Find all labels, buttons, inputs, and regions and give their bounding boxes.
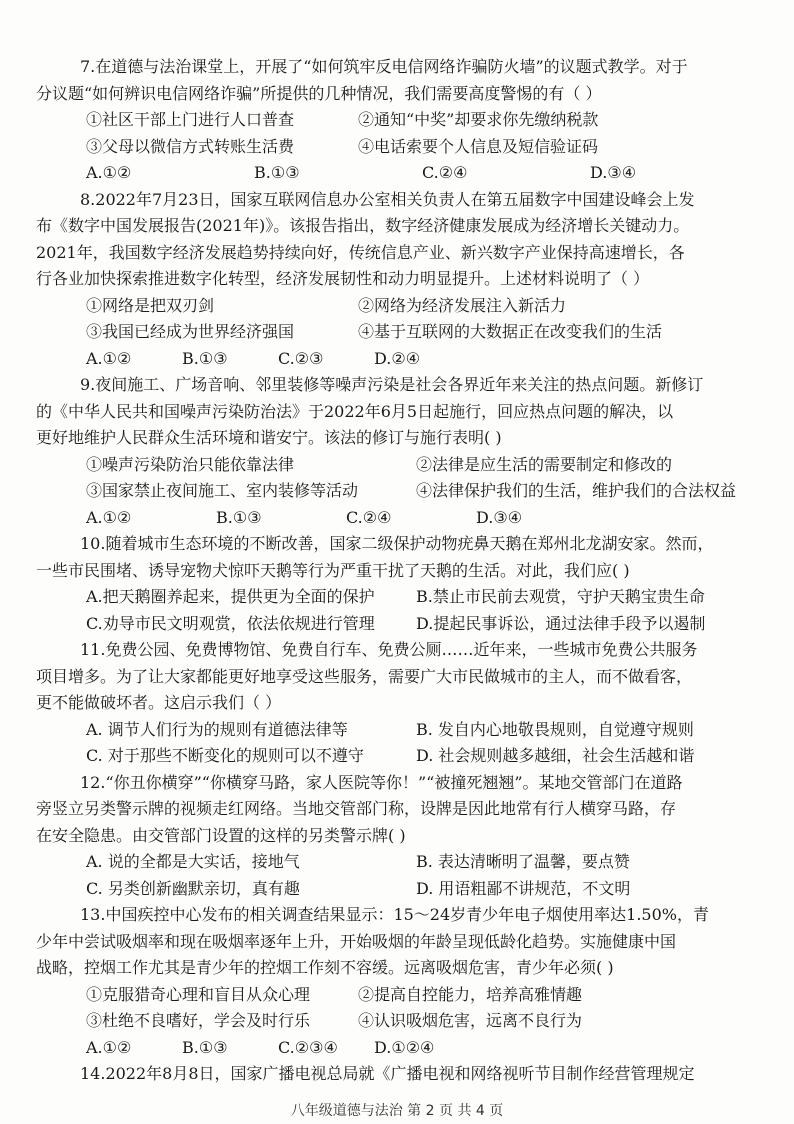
option-row: [36, 584, 758, 611]
question-stem-line: 10.随着城市生态环境的不断改善，国家二级保护动物疣鼻天鹅在郑州北龙湖安家。然而，: [80, 534, 714, 553]
question-stem-line: 8.2022年7月23日，国家互联网信息办公室相关负责人在第五届数字中国建设峰会上发: [80, 189, 695, 209]
answer-option: C.②④: [346, 507, 392, 527]
statement-item: ③国家禁止夜间施工、室内装修等活动: [86, 481, 359, 500]
answer-option: B.①③: [182, 348, 228, 368]
choice-row: [36, 452, 758, 479]
question-stem-line: 11.免费公园、免费博物馆、免费自行车、免费公厕……近年来，一些城市免费公共服务: [80, 640, 698, 659]
answer-option: A.①②: [86, 163, 132, 182]
question-stem-line: 12.“你丑你横穿”“你横穿马路，家人医院等你！”“被撞死翘翘”。某地交管部门在道路: [80, 772, 683, 792]
option-row: [36, 876, 758, 903]
answer-option: C. 对于那些不断变化的规则可以不遵守: [86, 746, 364, 765]
question-stem-line: 战略，控烟工作尤其是青少年的控烟工作刻不容缓。远离吸烟危害，青少年必须( ): [36, 958, 614, 977]
answer-option: A. 调节人们行为的规则有道德法律等: [86, 719, 348, 739]
answer-option: B.①③: [254, 163, 300, 182]
answer-option: C. 另类创新幽默亲切，真有趣: [86, 878, 300, 898]
statement-item: ②提高自控能力，培养高雅情趣: [358, 984, 583, 1004]
option-row: [36, 505, 758, 532]
answer-option: A.①②: [86, 348, 132, 368]
question-stem-line: 13.中国疾控中心发布的相关调查结果显示：15～24岁青少年电子烟使用率达1.50%，青: [80, 905, 709, 924]
question-stem-line: 项目增多。为了让大家都能更好地享受这些服务，需要广大市民做城市的主人，而不做看客，: [36, 666, 693, 686]
question-stem-line: 布《数字中国发展报告(2021年)》。该报告指出，数字经济健康发展成为经济增长关键动力。: [36, 216, 690, 235]
question-stem-line: 分议题“如何辨识电信网络诈骗”所提供的几种情况，我们需要高度警惕的有（ ）: [36, 83, 602, 103]
statement-item: ②法律是应生活的需要制定和修改的: [416, 454, 673, 474]
answer-option: B.①③: [182, 1037, 228, 1057]
option-row: [36, 1035, 758, 1062]
statement-item: ①网络是把双刃剑: [86, 295, 215, 315]
option-row: [36, 717, 758, 744]
statement-item: ④认识吸烟危害，远离不良行为: [358, 1011, 583, 1030]
statement-item: ②通知“中奖”却要求你先缴纳税款: [358, 110, 599, 129]
choice-row: [36, 319, 758, 346]
answer-option: B. 发自内心地敬畏规则，自觉遵守规则: [416, 719, 694, 739]
answer-option: C.②③④: [278, 1037, 338, 1057]
option-row: [36, 160, 758, 187]
answer-option: C.劝导市民文明观赏，依法依规进行管理: [86, 613, 375, 633]
statement-item: ①噪声污染防治只能依靠法律: [86, 454, 295, 474]
question-stem-line: 2021年，我国数字经济发展趋势持续向好，传统信息产业、新兴数字产业保持高速增长，各: [36, 242, 685, 262]
option-row: [36, 611, 758, 638]
statement-item: ①社区干部上门进行人口普查: [86, 110, 295, 129]
answer-option: D.提起民事诉讼，通过法律手段予以遏制: [416, 613, 706, 633]
choice-row: [36, 107, 758, 134]
question-stem-line: 少年中尝试吸烟率和现在吸烟率逐年上升，开始吸烟的年龄呈现低龄化趋势。实施健康中国: [36, 931, 677, 951]
answer-option: C.②③: [278, 348, 324, 368]
choice-row: [36, 293, 758, 320]
choice-row: [36, 1008, 758, 1035]
question-stem-line: 更好地维护人民群众生活环境和谐安宁。该法的修订与施行表明( ): [36, 428, 502, 447]
statement-item: ③杜绝不良嗜好，学会及时行乐: [86, 1011, 311, 1030]
question-stem-line: 14.2022年8月8日，国家广播电视总局就《广播电视和网络视听节目制作经营管理规定: [80, 1064, 695, 1083]
question-stem-line: 7.在道德与法治课堂上，开展了“如何筑牢反电信网络诈骗防火墙”的议题式教学。对于: [80, 57, 688, 76]
answer-option: B.①③: [216, 507, 262, 527]
question-11: [36, 637, 758, 770]
question-stem-line: 更不能做破坏者。这启示我们（ ）: [36, 693, 282, 712]
choice-row: [36, 478, 758, 505]
answer-option: D.③④: [476, 507, 523, 527]
statement-item: ④基于互联网的大数据正在改变我们的生活: [358, 322, 663, 341]
question-stem-line: 旁竖立另类警示牌的视频走红网络。当地交管部门称，设牌是因此地常有行人横穿马路，存: [36, 799, 677, 818]
question-8: [36, 187, 758, 373]
statement-item: ④法律保护我们的生活，维护我们的合法权益: [416, 481, 737, 500]
page-footer: 八年级道德与法治 第 2 页 共 4 页: [290, 1103, 504, 1119]
statement-item: ①克服猎奇心理和盲目从众心理: [86, 984, 311, 1004]
answer-option: B.禁止市民前去观赏，守护天鹅宝贵生命: [416, 587, 705, 606]
statement-item: ③我国已经成为世界经济强国: [86, 322, 295, 341]
answer-option: D.③④: [590, 163, 637, 182]
statement-item: ②网络为经济发展注入新活力: [358, 295, 567, 315]
question-10: [36, 531, 758, 637]
question-14: [36, 1061, 758, 1088]
answer-option: D.②④: [374, 348, 421, 368]
answer-option: A.①②: [86, 1037, 132, 1057]
question-7: [36, 54, 758, 187]
answer-option: A.把天鹅圈养起来，提供更为全面的保护: [86, 587, 375, 606]
question-stem-line: 行各业加快探索推进数字化转型，经济发展韧性和动力明显提升。上述材料说明了（ ）: [36, 269, 650, 288]
statement-item: ③父母以微信方式转账生活费: [86, 136, 295, 156]
choice-row: [36, 134, 758, 161]
option-row: [36, 849, 758, 876]
question-9: [36, 372, 758, 531]
answer-option: C.②④: [422, 163, 468, 182]
answer-option: D. 社会规则越多越细，社会生活越和谐: [416, 746, 695, 765]
question-13: [36, 902, 758, 1061]
answer-option: D. 用语粗鄙不讲规范，不文明: [416, 878, 631, 898]
question-stem-line: 在安全隐患。由交管部门设置的这样的另类警示牌( ): [36, 825, 406, 845]
question-12: [36, 770, 758, 903]
question-stem-line: 9.夜间施工、广场音响、邻里装修等噪声污染是社会各界近年来关注的热点问题。新修订: [80, 375, 704, 394]
option-row: [36, 346, 758, 373]
statement-item: ④电话索要个人信息及短信验证码: [358, 136, 599, 156]
question-stem-line: 一些市民围堵、诱导宠物犬惊吓天鹅等行为严重干扰了天鹅的生活。对此，我们应( ): [36, 560, 630, 580]
option-row: [36, 743, 758, 770]
answer-option: D.①②④: [374, 1037, 435, 1057]
choice-row: [36, 982, 758, 1009]
answer-option: B. 表达清晰明了温馨，要点赞: [416, 852, 630, 871]
answer-option: A.①②: [86, 507, 132, 527]
question-stem-line: 的《中华人民共和国噪声污染防治法》于2022年6月5日起施行，回应热点问题的解决，以: [36, 401, 674, 421]
answer-option: A. 说的全都是大实话，接地气: [86, 852, 300, 871]
